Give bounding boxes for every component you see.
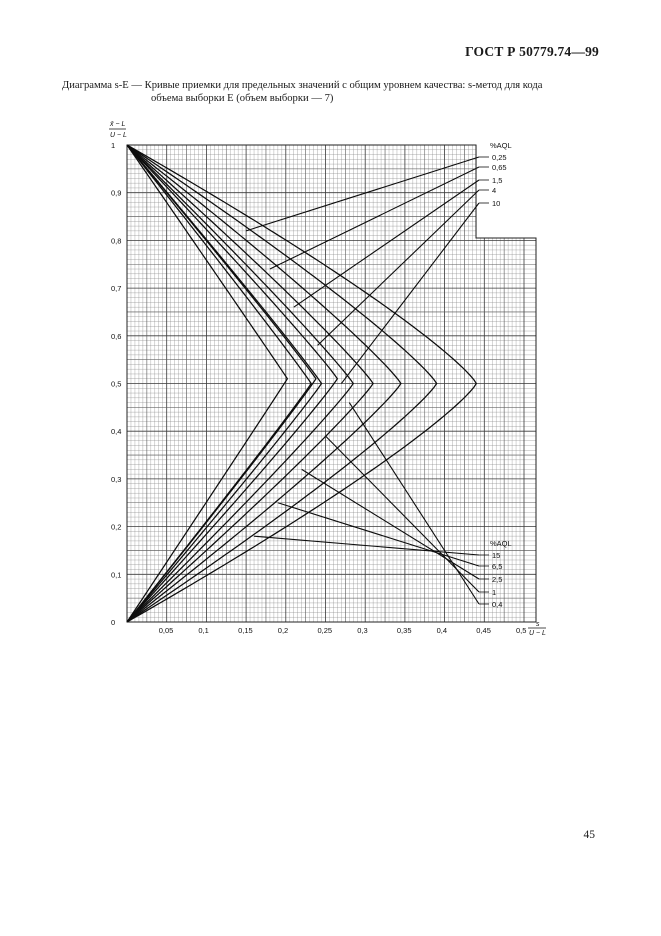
upper-leg-4 [318, 190, 479, 345]
caption-line-1: Диаграмма s-E — Кривые приемки для предельных значений с общим уровнем качества: s-метод для кода [62, 80, 543, 91]
legend-upper-entry: 0,25 [492, 153, 507, 162]
legend-lower-entry: 1 [492, 588, 497, 597]
y-tick-label: 0,4 [111, 427, 122, 437]
legend-lower-entry: 2,5 [492, 575, 503, 584]
upper-leg-10 [341, 203, 479, 384]
legend-lower-title: %AQL [490, 539, 512, 548]
x-axis-label-denominator: U − L [529, 630, 546, 637]
y-tick-label: 1 [111, 141, 116, 150]
x-tick-label: 0,05 [158, 626, 174, 635]
upper-leg-0-65 [270, 167, 479, 269]
y-tick-label: 0,2 [111, 522, 122, 532]
x-axis-label-numerator: s [536, 621, 540, 628]
standard-header: ГОСТ Р 50779.74—99 [465, 44, 599, 59]
y-tick-label: 0,5 [111, 379, 122, 389]
legend-lower-entry: 6,5 [492, 562, 503, 571]
x-tick-label: 0,5 [516, 626, 527, 635]
y-tick-label: 0,1 [111, 570, 122, 580]
y-tick-label: 0,7 [111, 284, 122, 294]
y-tick-label: 0,3 [111, 474, 122, 484]
legend-upper-entry: 1,5 [492, 176, 503, 185]
y-tick-label: 0,9 [111, 188, 122, 198]
x-tick-label: 0,2 [277, 626, 289, 635]
upper-leg-0-25 [246, 157, 479, 231]
legend-upper-entry: 10 [492, 199, 501, 208]
y-axis-label-numerator: x̄ − L [110, 121, 126, 128]
legend-upper-entry: 0,65 [492, 163, 507, 172]
page-number: 45 [583, 829, 595, 841]
legend-lower-entry: 15 [492, 551, 501, 560]
x-tick-label: 0,4 [436, 626, 448, 635]
x-tick-label: 0,35 [396, 626, 412, 635]
y-tick-label: 0,6 [111, 331, 122, 341]
legend-lower-entry: 0,4 [492, 600, 503, 609]
x-tick-label: 0,45 [476, 626, 491, 635]
caption-line-2: объема выборки E (объем выборки — 7) [151, 93, 334, 104]
x-tick-label: 0,3 [357, 626, 368, 635]
legend-upper-title: %AQL [490, 141, 512, 150]
y-axis-label-denominator: U − L [110, 132, 127, 139]
lower-leg-0-4 [349, 403, 479, 604]
y-tick-label: 0,8 [111, 236, 122, 246]
y-tick-label: 0 [111, 618, 116, 627]
grid-major [127, 145, 536, 622]
x-tick-label: 0,15 [238, 626, 253, 635]
x-tick-label: 0,1 [198, 626, 209, 635]
x-tick-label: 0,25 [317, 626, 333, 635]
legend-upper-entry: 4 [492, 186, 497, 195]
